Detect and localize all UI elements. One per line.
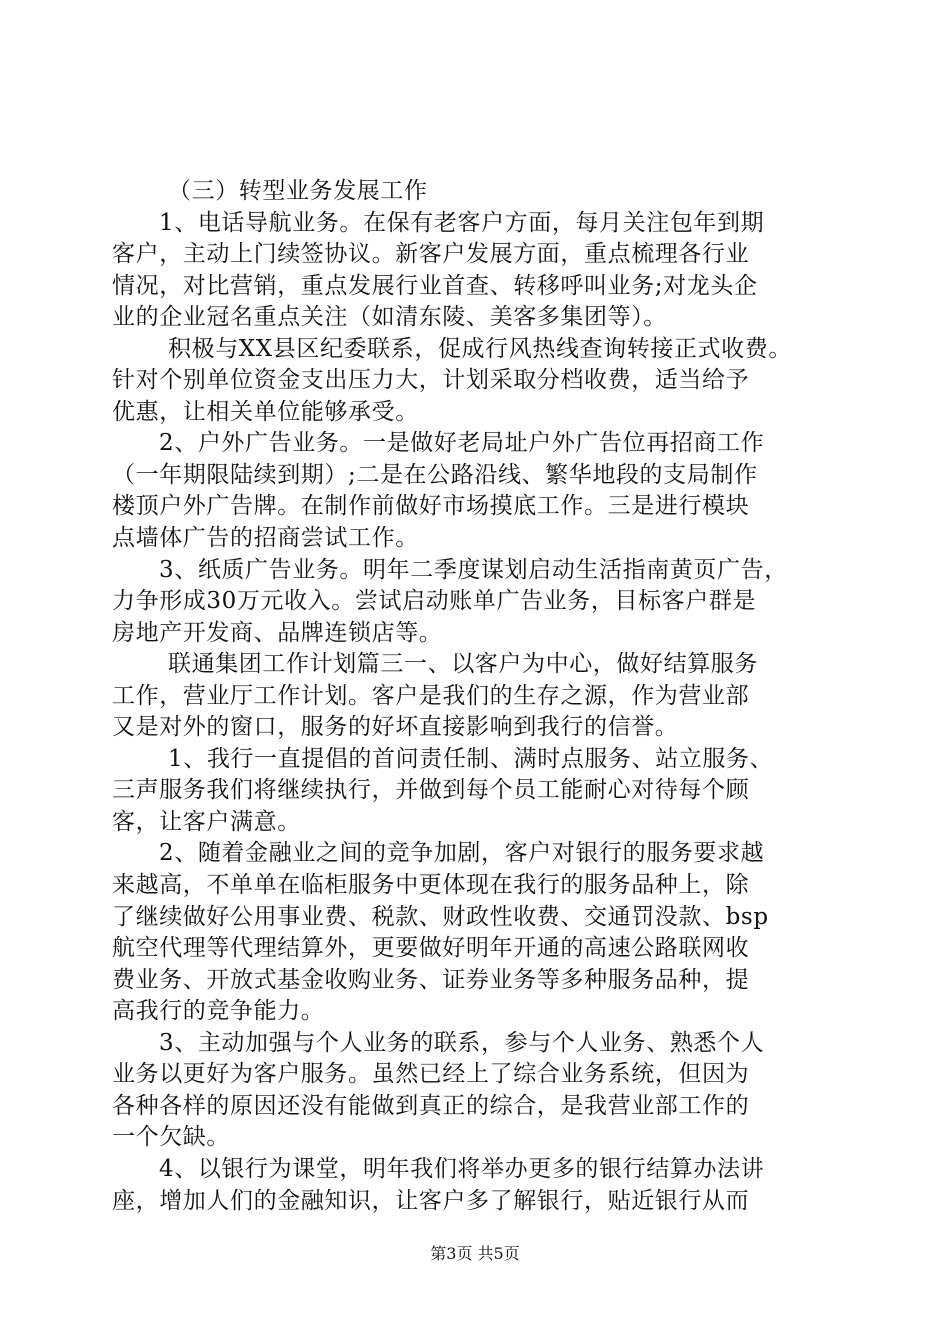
text-line: 航空代理等代理结算外，更要做好明年开通的高速公路联网收 <box>112 935 750 962</box>
text-line: 情况，对比营销，重点发展行业首查、转移呼叫业务;对龙头企 <box>112 272 758 299</box>
text-line: 又是对外的窗口，服务的好坏直接影响到我行的信誉。 <box>112 714 679 741</box>
text-line: 工作，营业厅工作计划。客户是我们的生存之源，作为营业部 <box>112 682 750 709</box>
text-line: 积极与XX县区纪委联系，促成行风热线查询转接正式收费。 <box>168 335 792 362</box>
text-line: 力争形成30万元收入。尝试启动账单广告业务，目标客户群是 <box>112 588 757 615</box>
text-line: （一年期限陆续到期）;二是在公路沿线、繁华地段的支局制作 <box>112 461 758 488</box>
text-line: 1、电话导航业务。在保有老客户方面，每月关注包年到期 <box>159 209 765 236</box>
text-line: 三声服务我们将继续执行，并做到每个员工能耐心对待每个顾 <box>112 777 750 804</box>
text-line: 2、随着金融业之间的竞争加剧，客户对银行的服务要求越 <box>159 840 765 867</box>
text-line: 一个欠缺。 <box>112 1124 230 1151</box>
text-line: 房地产开发商、品牌连锁店等。 <box>112 619 443 646</box>
text-line: 楼顶户外广告牌。在制作前做好市场摸底工作。三是进行模块 <box>112 493 750 520</box>
document-body <box>112 176 836 1217</box>
text-line: 业务以更好为客户服务。虽然已经上了综合业务系统，但因为 <box>112 1061 750 1088</box>
page-number: 第3页 共5页 <box>430 1244 520 1263</box>
text-line: 优惠，让相关单位能够承受。 <box>112 398 419 425</box>
text-line: 3、纸质广告业务。明年二季度谋划启动生活指南黄页广告， <box>159 556 788 583</box>
text-line: 针对个别单位资金支出压力大，计划采取分档收费，适当给予 <box>112 367 750 394</box>
text-line: 费业务、开放式基金收购业务、证券业务等多种服务品种，提 <box>112 966 750 993</box>
text-line: 3、主动加强与个人业务的联系，参与个人业务、熟悉个人 <box>159 1029 765 1056</box>
text-line: 座，增加人们的金融知识，让客户多了解银行，贴近银行从而 <box>112 1187 750 1214</box>
text-line: 高我行的竞争能力。 <box>112 998 325 1025</box>
text-line: 1、我行一直提倡的首问责任制、满时点服务、站立服务、 <box>168 745 774 772</box>
text-line: 了继续做好公用事业费、税款、财政性收费、交通罚没款、bsp <box>112 903 769 930</box>
text-line: 点墙体广告的招商尝试工作。 <box>112 525 419 552</box>
text-line: 客，让客户满意。 <box>112 808 301 835</box>
text-line: 业的企业冠名重点关注（如清东陵、美客多集团等）。 <box>112 304 667 331</box>
text-line: 来越高，不单单在临柜服务中更体现在我行的服务品种上，除 <box>112 872 750 899</box>
text-line: 客户，主动上门续签协议。新客户发展方面，重点梳理各行业 <box>112 241 750 268</box>
text-line: 4、以银行为课堂，明年我们将举办更多的银行结算办法讲 <box>159 1155 765 1182</box>
text-line: 各种各样的原因还没有能做到真正的综合，是我营业部工作的 <box>112 1092 750 1119</box>
text-line: 联通集团工作计划篇三一、以客户为中心，做好结算服务 <box>168 651 758 678</box>
text-line: （三）转型业务发展工作 <box>168 178 428 204</box>
text-line: 2、户外广告业务。一是做好老局址户外广告位再招商工作 <box>159 430 765 457</box>
